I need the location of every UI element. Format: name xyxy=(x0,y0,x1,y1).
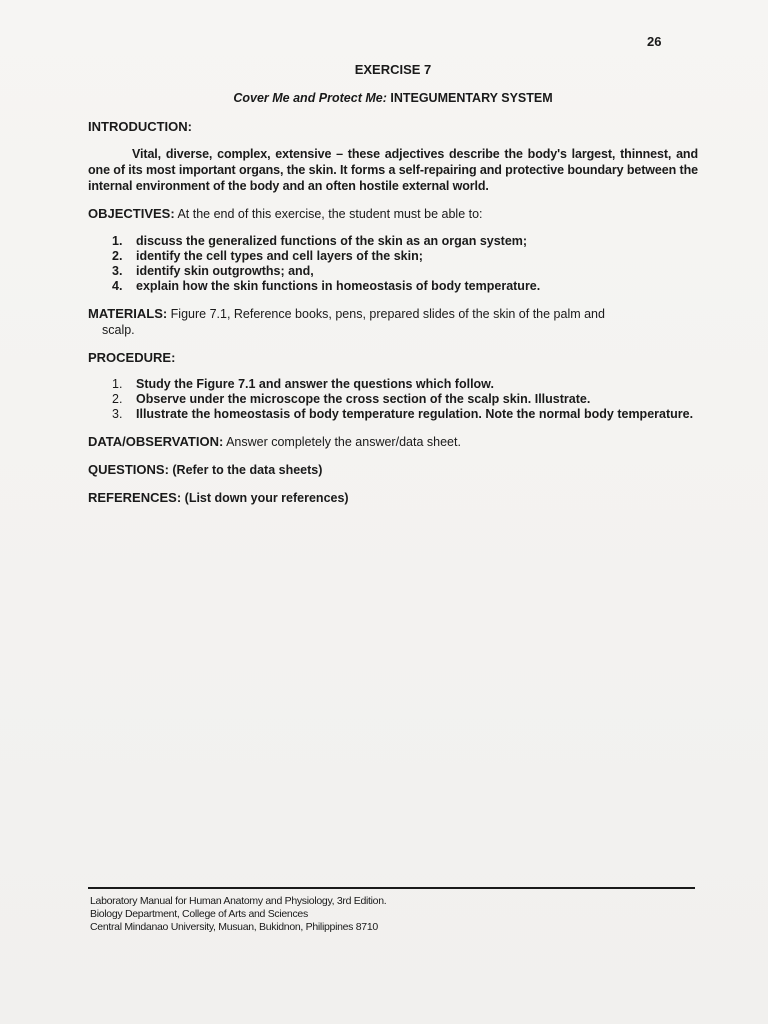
footer-line-3: Central Mindanao University, Musuan, Bukidnon, Philippines 8710 xyxy=(90,921,378,933)
materials-text: Figure 7.1, Reference books, pens, prepared slides of the skin of the palm and xyxy=(167,307,605,321)
objectives-row xyxy=(88,206,698,222)
list-item-number: 3. xyxy=(112,407,123,421)
introduction-text: Vital, diverse, complex, extensive – these adjectives describe the body's largest, thinnest, and one of its most important organs, the skin. It forms a self-repairing and protective boundary between the internal environment of the body and an often hostile external world. xyxy=(88,147,698,193)
list-item-text: Observe under the microscope the cross section of the scalp skin. Illustrate. xyxy=(136,392,591,406)
objectives-text: At the end of this exercise, the student must be able to: xyxy=(174,207,483,221)
list-item xyxy=(88,264,698,279)
list-item xyxy=(88,279,698,294)
questions-text: (Refer to the data sheets) xyxy=(168,463,323,477)
procedure-heading: PROCEDURE: xyxy=(88,350,176,365)
list-item-number: 1. xyxy=(112,234,123,248)
list-item-number: 2. xyxy=(112,249,123,263)
materials-row xyxy=(88,306,698,338)
objectives-label: OBJECTIVES: xyxy=(88,206,175,221)
main-content xyxy=(88,62,698,518)
footer-divider xyxy=(88,887,695,889)
list-item-text: Study the Figure 7.1 and answer the questions which follow. xyxy=(136,377,494,391)
references-text: (List down your references) xyxy=(181,491,349,505)
questions-label: QUESTIONS: xyxy=(88,462,169,477)
footer-line-1: Laboratory Manual for Human Anatomy and Physiology, 3rd Edition. xyxy=(90,895,387,907)
list-item-text: explain how the skin functions in homeostasis of body temperature. xyxy=(136,279,541,293)
list-item-text: identify the cell types and cell layers of the skin; xyxy=(136,249,423,263)
data-observation-text: Answer completely the answer/data sheet. xyxy=(223,435,461,449)
list-item-text: discuss the generalized functions of the skin as an organ system; xyxy=(136,234,528,248)
procedure-list xyxy=(88,377,698,422)
list-item-number: 3. xyxy=(112,264,123,278)
references-label: REFERENCES: xyxy=(88,490,182,505)
page-number: 26 xyxy=(647,34,662,49)
materials-label: MATERIALS: xyxy=(88,306,168,321)
list-item-number: 4. xyxy=(112,279,123,293)
list-item xyxy=(88,407,698,422)
footer xyxy=(90,895,386,934)
introduction-heading: INTRODUCTION: xyxy=(88,119,192,134)
exercise-title: EXERCISE 7 xyxy=(354,62,432,77)
list-item xyxy=(88,249,698,264)
list-item xyxy=(88,392,698,407)
data-observation-row xyxy=(88,434,698,450)
list-item xyxy=(88,234,698,249)
subtitle-italic: Cover Me and Protect Me: xyxy=(233,91,387,105)
footer-line-2: Biology Department, College of Arts and Sciences xyxy=(90,908,308,920)
data-observation-label: DATA/OBSERVATION: xyxy=(88,434,224,449)
subtitle-rest: INTEGUMENTARY SYSTEM xyxy=(386,91,553,105)
list-item-text: identify skin outgrowths; and, xyxy=(136,264,314,278)
list-item-text: Illustrate the homeostasis of body temperature regulation. Note the normal body temperature. xyxy=(136,407,694,421)
objectives-list xyxy=(88,234,698,294)
exercise-subtitle xyxy=(88,91,698,105)
list-item-number: 1. xyxy=(112,377,123,391)
materials-continuation: scalp. xyxy=(102,323,135,337)
list-item xyxy=(88,377,698,392)
list-item-number: 2. xyxy=(112,392,123,406)
questions-row xyxy=(88,462,698,478)
references-row xyxy=(88,490,698,506)
